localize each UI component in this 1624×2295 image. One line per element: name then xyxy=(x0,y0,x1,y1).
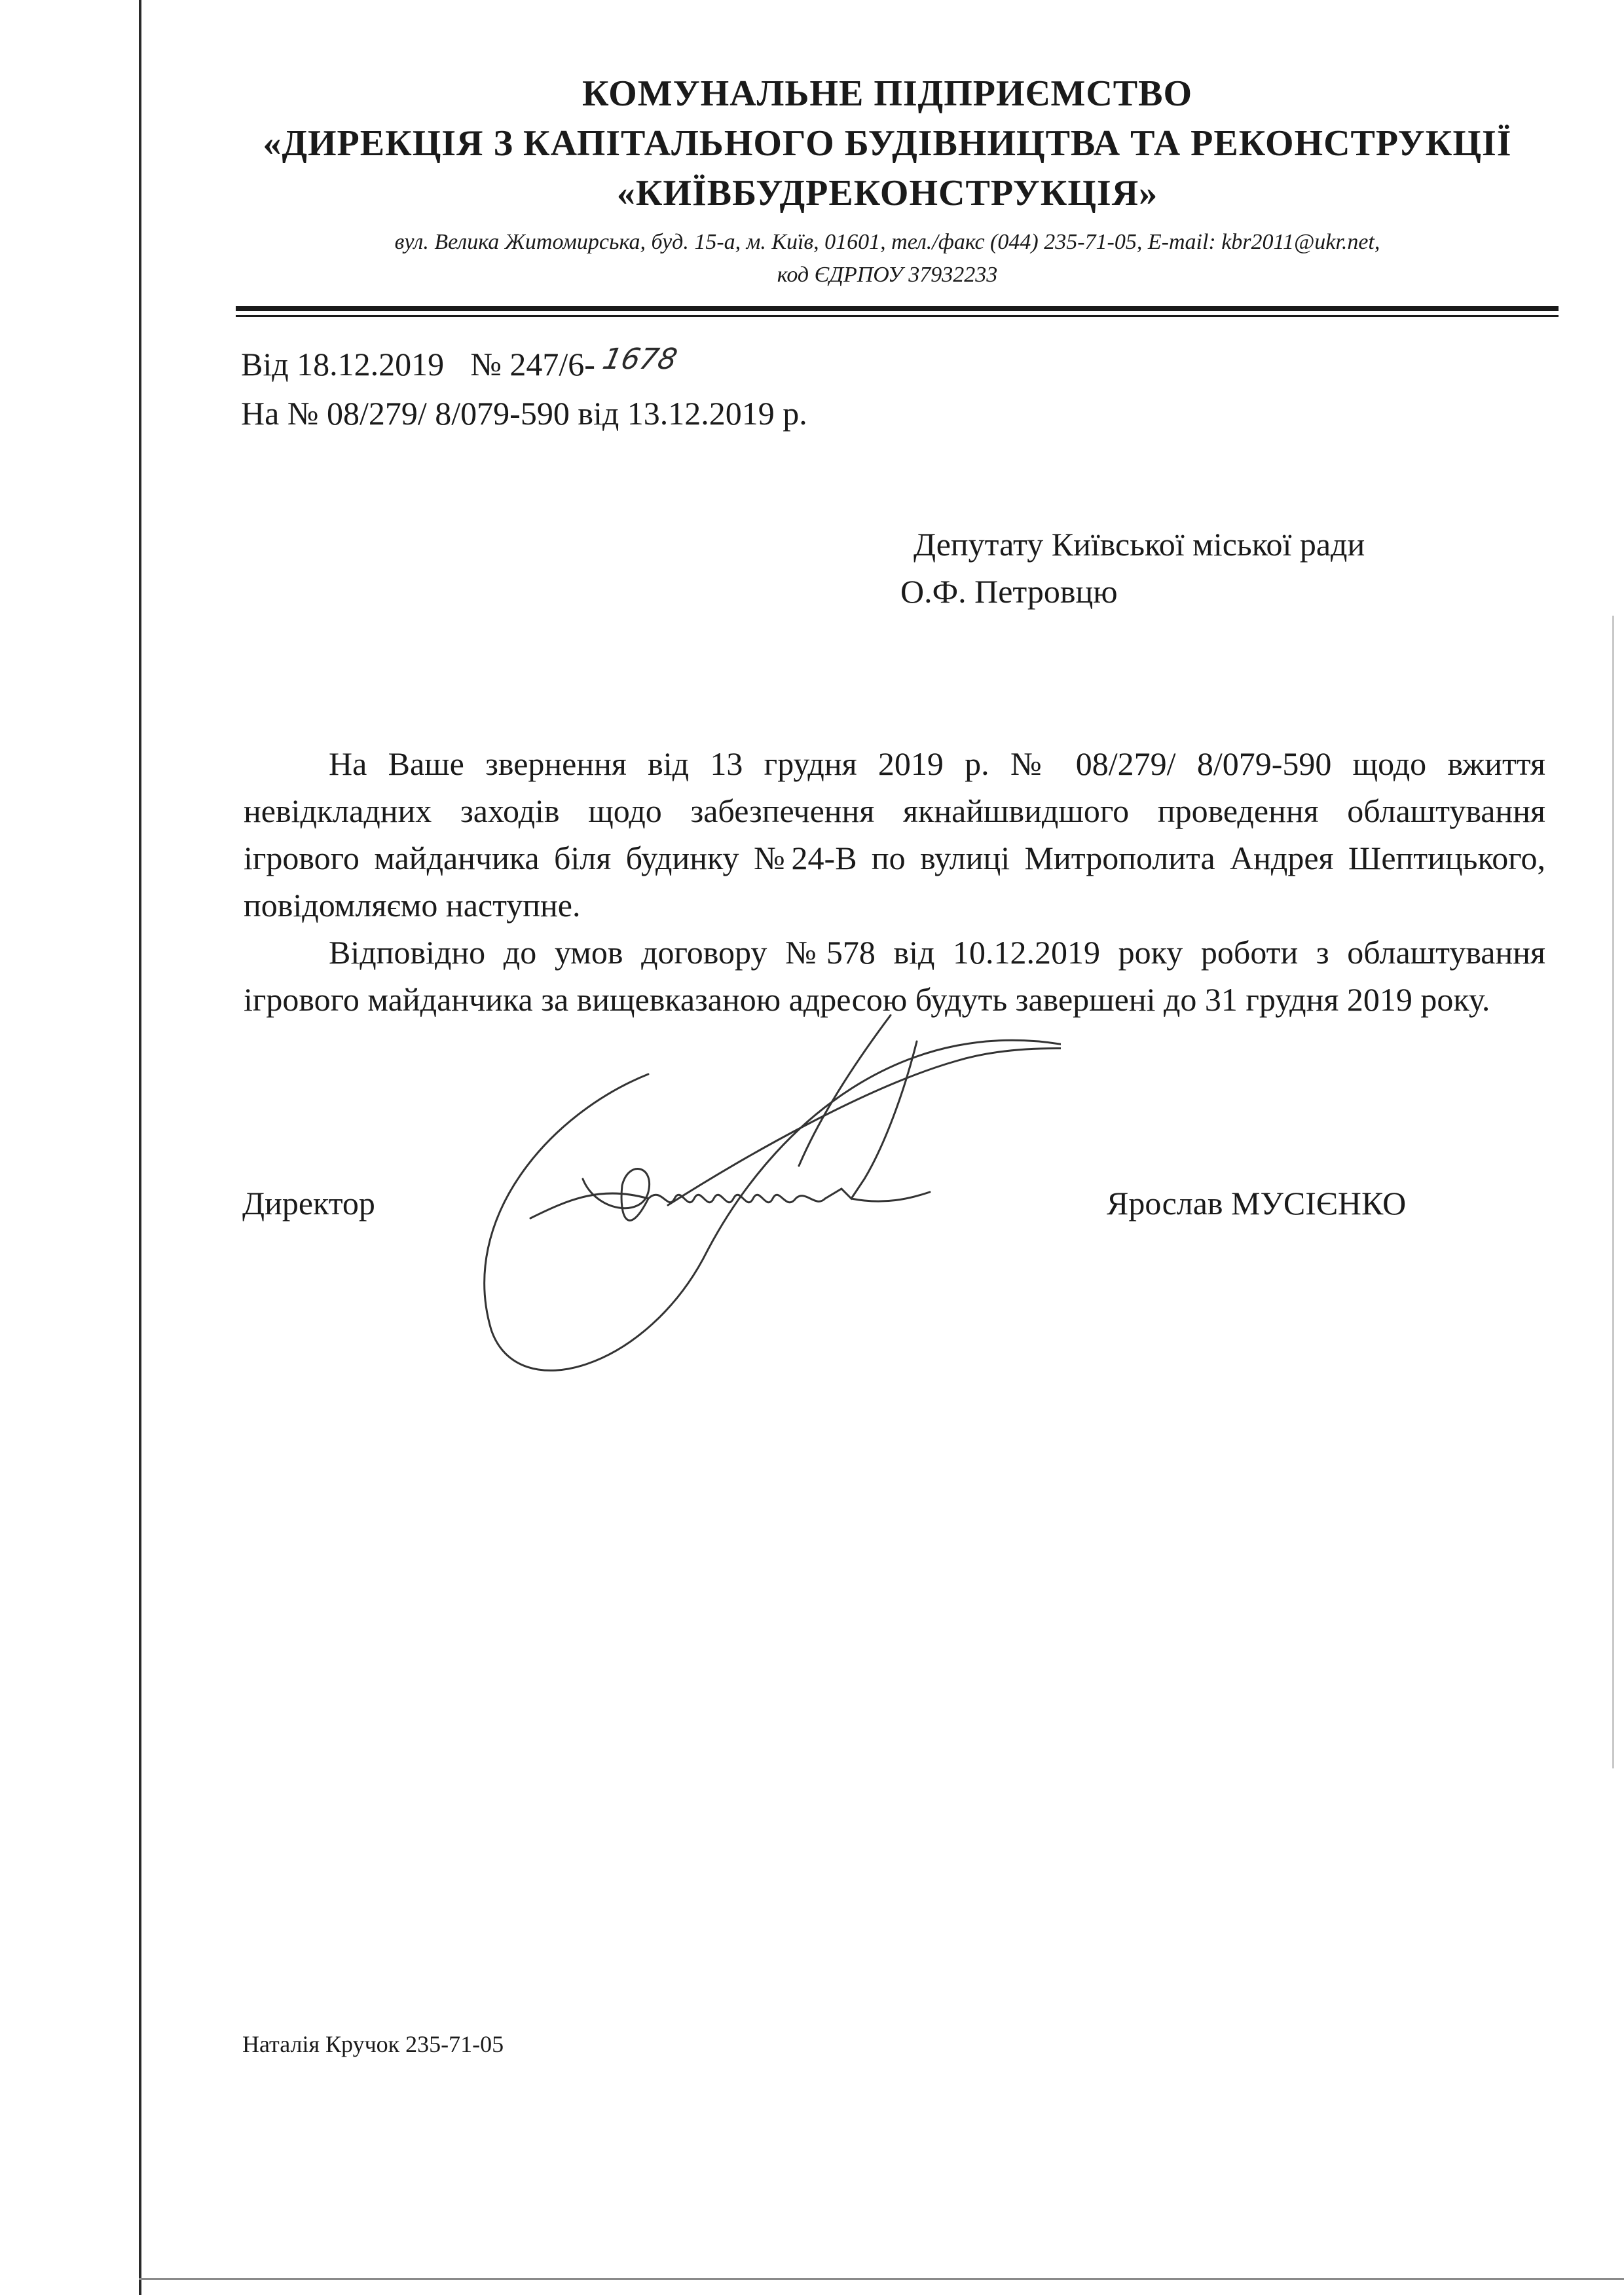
addressee xyxy=(900,521,1365,615)
handwritten-signature xyxy=(432,1002,1061,1408)
date-and-number xyxy=(241,341,807,390)
body-paragraph-2: Відповідно до умов договору №578 від 10.12.2019 року роботи з облаштування ігрового майданчика за вищевказаною адресою будуть завершені до 31 грудня 2019 року. xyxy=(244,934,1545,1018)
addressee-position: Депутату Київської міської ради xyxy=(913,526,1365,563)
org-name-line3: «КИЇВБУДРЕКОНСТРУКЦІЯ» xyxy=(616,173,1158,214)
address-line1: вул. Велика Житомирська, буд. 15-а, м. Київ, 01601, тел./факс (044) 235-71-05, E-mail: kbr2011@ukr.net, xyxy=(394,230,1380,254)
executor-contact: Наталія Кручок 235-71-05 xyxy=(242,2031,504,2057)
org-name-line1: КОМУНАЛЬНЕ ПІДПРИЄМСТВО xyxy=(581,73,1193,114)
outgoing-number: № 247/6- xyxy=(470,346,595,382)
scan-edge-right xyxy=(1612,616,1614,1768)
signatory-title: Директор xyxy=(242,1185,375,1222)
letterhead xyxy=(236,69,1539,291)
handwritten-number: 1678 xyxy=(599,343,680,376)
signatory-name: Ярослав МУСІЄНКО xyxy=(1107,1185,1407,1222)
org-address xyxy=(236,226,1539,291)
scan-edge-left xyxy=(139,0,141,2295)
scan-edge-bottom xyxy=(139,2278,1624,2280)
letter-body xyxy=(244,740,1545,1023)
header-rule-thick xyxy=(236,306,1559,311)
addressee-name: О.Ф. Петровцю xyxy=(900,573,1118,610)
address-line2: код ЄДРПОУ 37932233 xyxy=(777,263,998,287)
body-paragraph-1: На Ваше звернення від 13 грудня 2019 р. № 08/279/ 8/079-590 щодо вжиття невідкладних заходів щодо забезпечення якнайшвидшого проведення облаштування ігрового майданчика біля будинку №24-В по вулиці Митрополита Андрея Шептицького, повідомляємо наступне. xyxy=(244,745,1545,924)
letter-meta xyxy=(241,341,807,437)
reference-number: На № 08/279/ 8/079-590 від 13.12.2019 р. xyxy=(241,395,807,432)
org-name-line2: «ДИРЕКЦІЯ З КАПІТАЛЬНОГО БУДІВНИЦТВА ТА РЕКОНСТРУКЦІЇ xyxy=(263,123,1512,164)
header-rule-thin xyxy=(236,315,1559,317)
letter-date: Від 18.12.2019 xyxy=(241,346,445,382)
